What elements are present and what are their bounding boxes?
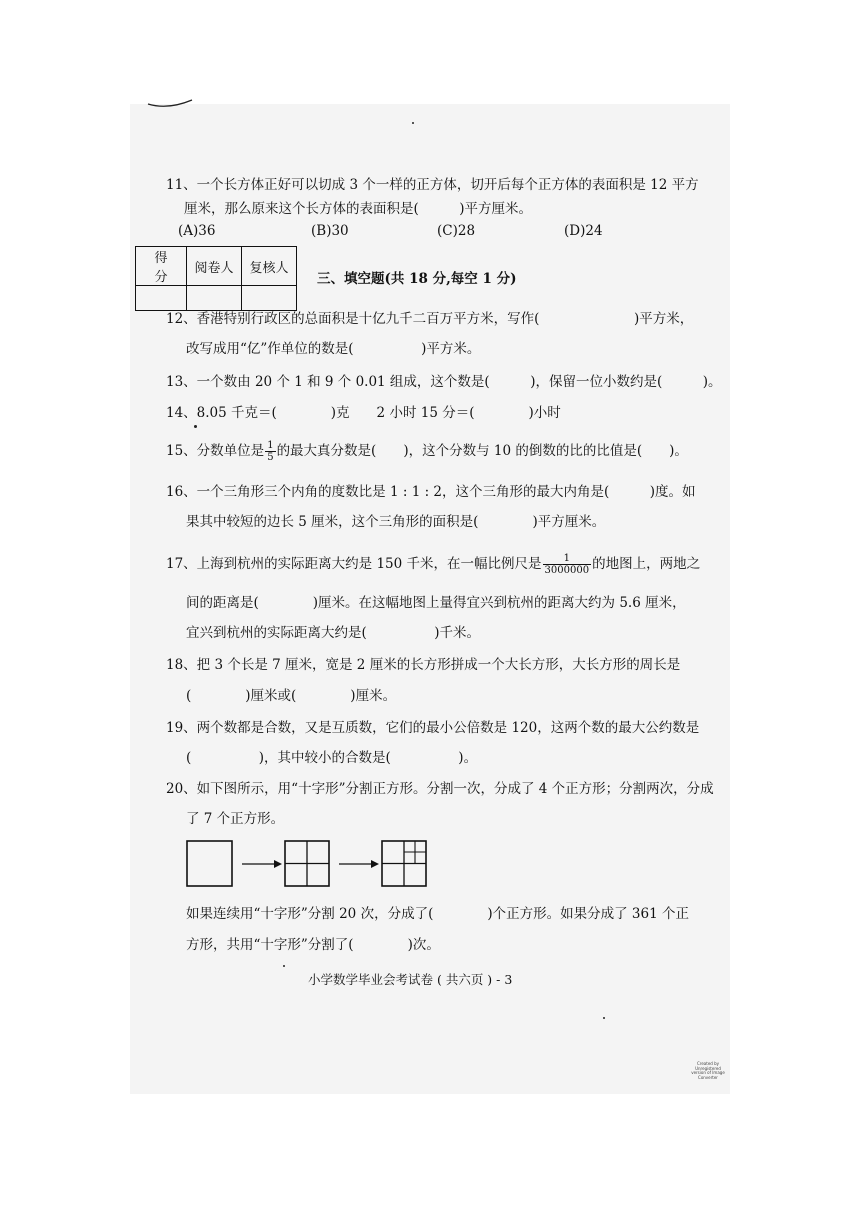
q17-frac-num: 1 <box>543 553 592 565</box>
q12-line1: 12、香港特别行政区的总面积是十亿九千二百万平方米，写作( )平方米， <box>166 311 694 327</box>
q15-line1 <box>166 440 688 463</box>
page-footer: 小学数学毕业会考试卷 ( 共六页 ) - 3 <box>308 972 513 987</box>
q20-line3: 如果连续用“十字形”分割 20 次，分成了( )个正方形。如果分成了 361 个正 <box>186 906 689 922</box>
q15-text-after: 的最大真分数是( )，这个分数与 10 的倒数的比的比值是( )。 <box>276 443 688 459</box>
q17-line3: 宜兴到杭州的实际距离大约是( )千米。 <box>186 625 481 641</box>
q11-line1: 11、一个长方体正好可以切成 3 个一样的正方体，切开后每个正方体的表面积是 12 平方 <box>166 177 699 193</box>
q20-line4: 方形，共用“十字形”分割了( )次。 <box>186 937 440 953</box>
reviewer-cell <box>242 286 297 311</box>
q19-line1: 19、两个数都是合数，又是互质数，它们的最小公倍数是 120，这两个数的最大公约数是 <box>166 720 700 736</box>
q11-line2: 厘米，那么原来这个长方体的表面积是( )平方厘米。 <box>184 201 533 217</box>
q20-line2: 了 7 个正方形。 <box>186 811 285 827</box>
ink-dot <box>194 425 197 428</box>
score-cell <box>136 286 187 311</box>
q16-line1: 16、一个三角形三个内角的度数比是 1 : 1 : 2，这个三角形的最大内角是( )度。如 <box>166 484 696 500</box>
scan-mark <box>146 96 196 110</box>
q15-frac-num: 1 <box>267 440 274 451</box>
q17-line1 <box>166 553 700 576</box>
ink-dot <box>283 965 285 967</box>
q17-frac-den: 3000000 <box>544 565 590 576</box>
score-table <box>135 246 297 311</box>
score-header: 得 分 <box>136 247 187 286</box>
section-title: 三、填空题(共 18 分,每空 1 分) <box>317 271 517 287</box>
ink-dot <box>412 122 414 124</box>
arrow-1-head <box>274 860 282 868</box>
q17-text-before: 17、上海到杭州的实际距离大约是 150 千米，在一幅比例尺是 <box>166 556 542 572</box>
square-step-0 <box>187 841 232 886</box>
q18-line2: ( )厘米或( )厘米。 <box>186 688 397 704</box>
q15-frac-den: 5 <box>267 452 274 463</box>
q18-line1: 18、把 3 个长是 7 厘米，宽是 2 厘米的长方形拼成一个大长方形，大长方形的周长是 <box>166 657 681 673</box>
q13-line1: 13、一个数由 20 个 1 和 9 个 0.01 组成，这个数是( )，保留一位小数约是( )。 <box>166 374 722 390</box>
q15-fraction <box>265 440 275 463</box>
q12-line2: 改写成用“亿”作单位的数是( )平方米。 <box>186 341 481 357</box>
reviewer-header: 复核人 <box>242 247 297 286</box>
q19-line2: ( )，其中较小的合数是( )。 <box>186 750 478 766</box>
q11-option-a: (A)36 <box>178 223 216 239</box>
q11-option-c: (C)28 <box>437 223 476 239</box>
q15-text-before: 15、分数单位是 <box>166 443 265 459</box>
q17-fraction <box>543 553 592 576</box>
q17-text-after: 的地图上，两地之 <box>592 556 701 572</box>
q17-line2: 间的距离是( )厘米。在这幅地图上量得宜兴到杭州的距离大约为 5.6 厘米， <box>186 595 686 611</box>
ink-dot <box>603 1017 605 1019</box>
q14-line1: 14、8.05 千克＝( )克 2 小时 15 分＝( )小时 <box>166 405 561 421</box>
grader-cell <box>187 286 242 311</box>
arrow-2-head <box>371 860 379 868</box>
grader-header: 阅卷人 <box>187 247 242 286</box>
q11-option-b: (B)30 <box>311 223 349 239</box>
q20-line1: 20、如下图所示，用“十字形”分割正方形。分割一次，分成了 4 个正方形；分割两次，分成 <box>166 781 714 797</box>
q16-line2: 果其中较短的边长 5 厘米，这个三角形的面积是( )平方厘米。 <box>186 514 606 530</box>
converter-watermark: Created by Unregistered version of Image Converter <box>691 1061 725 1080</box>
square-division-figure <box>186 840 436 890</box>
q11-option-d: (D)24 <box>564 223 603 239</box>
